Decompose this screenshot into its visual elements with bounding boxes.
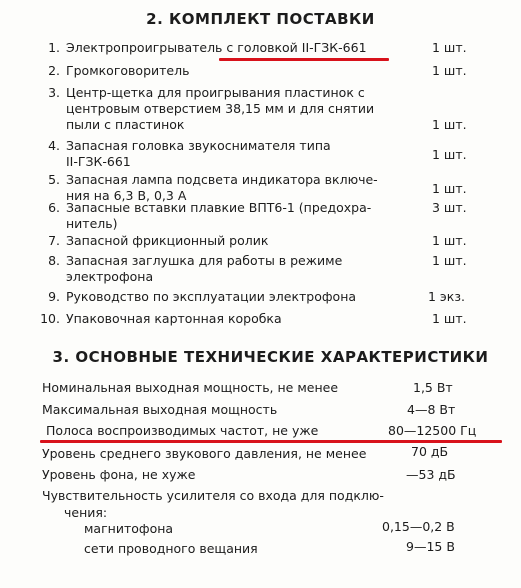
item-quantity: 1 шт. — [432, 63, 467, 78]
item-number: 2. — [48, 63, 60, 78]
item-text-line: II-ГЗК-661 — [66, 154, 131, 169]
item-number: 4. — [48, 138, 60, 153]
item-quantity: 3 шт. — [432, 200, 467, 215]
red-underline — [219, 58, 389, 61]
spec-value: 80—12500 Гц — [388, 423, 477, 438]
item-number: 9. — [48, 289, 60, 304]
item-text-line: Запасная головка звукоснимателя типа — [66, 138, 331, 153]
spec-label: Максимальная выходная мощность — [42, 402, 278, 417]
section-title-delivery-set: 2. КОМПЛЕКТ ПОСТАВКИ — [146, 10, 375, 28]
item-text — [66, 253, 342, 285]
item-text — [66, 200, 371, 232]
spec-value: 1,5 Вт — [413, 380, 453, 395]
item-number: 10. — [40, 311, 60, 326]
section-title-specifications: 3. ОСНОВНЫЕ ТЕХНИЧЕСКИЕ ХАРАКТЕРИСТИКИ — [52, 348, 489, 366]
spec-label: чения: — [64, 505, 108, 520]
item-number: 5. — [48, 172, 60, 187]
item-text-line: Запасная лампа подсвета индикатора включе- — [66, 172, 378, 187]
item-quantity: 1 экз. — [428, 289, 465, 304]
item-quantity: 1 шт. — [432, 117, 467, 132]
item-number: 3. — [48, 85, 60, 100]
spec-value: —53 дБ — [406, 467, 456, 482]
spec-value: 0,15—0,2 В — [382, 519, 455, 534]
spec-label: Уровень фона, не хуже — [42, 467, 196, 482]
item-quantity: 1 шт. — [432, 233, 467, 248]
item-text-line: нитель) — [66, 216, 118, 231]
item-quantity: 1 шт. — [432, 181, 467, 196]
spec-value: 9—15 В — [406, 539, 455, 554]
item-text: Электропроигрыватель с головкой II-ГЗК-661 — [66, 40, 367, 55]
item-text-line: Запасные вставки плавкие ВПТ6-1 (предохра- — [66, 200, 372, 215]
spec-label: Номинальная выходная мощность, не менее — [42, 380, 339, 395]
item-text-line: центровым отверстием 38,15 мм и для снятии — [66, 101, 375, 116]
spec-value: 4—8 Вт — [407, 402, 456, 417]
item-number: 7. — [48, 233, 60, 248]
item-number: 8. — [48, 253, 60, 268]
item-quantity: 1 шт. — [432, 40, 467, 55]
item-text-line: ния на 6,3 В, 0,3 А — [66, 188, 187, 203]
item-text: Запасной фрикционный ролик — [66, 233, 269, 248]
item-number: 6. — [48, 200, 60, 215]
spec-label: Полоса воспроизводимых частот, не уже — [46, 423, 319, 438]
red-underline — [40, 440, 502, 443]
item-text — [66, 138, 331, 170]
item-quantity: 1 шт. — [432, 311, 467, 326]
item-text-line: Центр-щетка для проигрывания пластинок с — [66, 85, 365, 100]
item-text-line: электрофона — [66, 269, 154, 284]
spec-label: Чувствительность усилителя со входа для подклю- — [42, 488, 384, 503]
item-number: 1. — [48, 40, 60, 55]
item-text — [66, 85, 374, 133]
item-text-line: пыли с пластинок — [66, 117, 185, 132]
spec-value: 70 дБ — [411, 444, 449, 459]
item-text: Руководство по эксплуатации электрофона — [66, 289, 357, 304]
spec-label: Уровень среднего звукового давления, не менее — [42, 446, 367, 461]
item-text: Громкоговоритель — [66, 63, 190, 78]
spec-label: сети проводного вещания — [84, 541, 258, 556]
item-quantity: 1 шт. — [432, 253, 467, 268]
item-text: Упаковочная картонная коробка — [66, 311, 282, 326]
item-text-line: Запасная заглушка для работы в режиме — [66, 253, 343, 268]
item-quantity: 1 шт. — [432, 147, 467, 162]
spec-label: магнитофона — [84, 521, 174, 536]
